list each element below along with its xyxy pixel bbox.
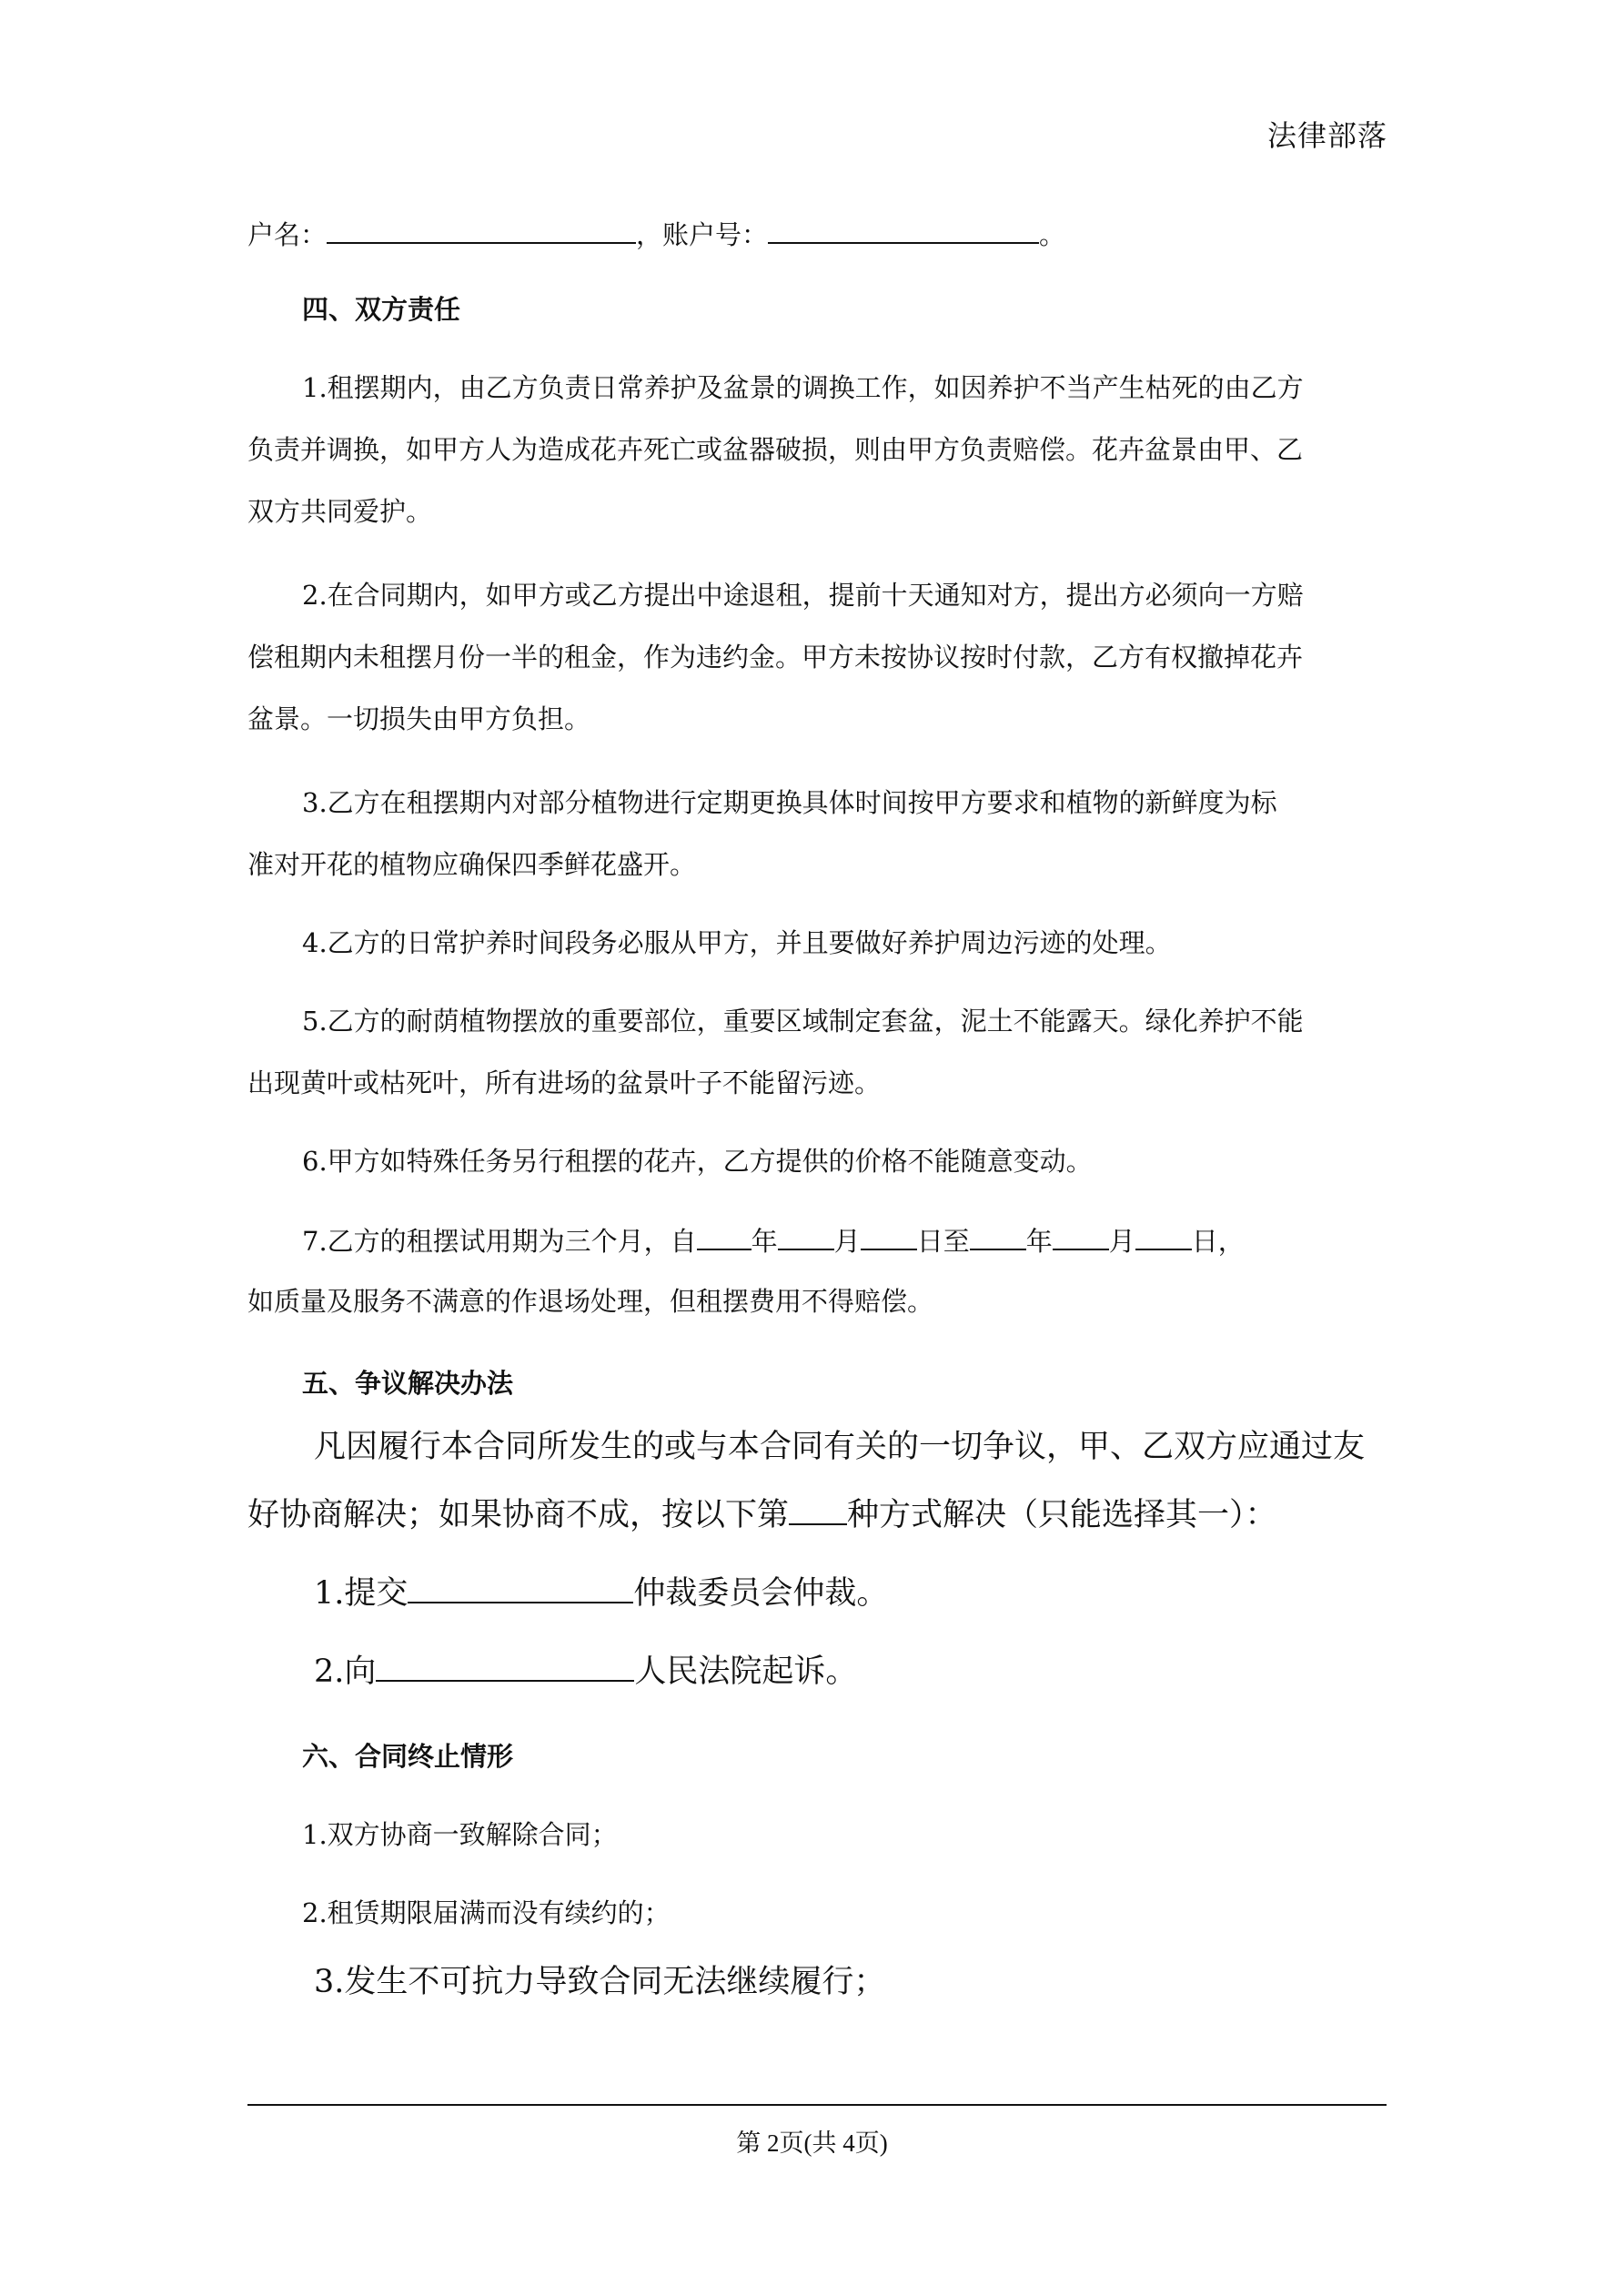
s4-p6: 6.甲方如特殊任务另行租摆的花卉，乙方提供的价格不能随意变动。 [302, 1146, 1093, 1177]
account-name-label: 户名： [247, 219, 328, 250]
s4-p5-line1: 5.乙方的耐荫植物摆放的重要部位，重要区域制定套盆，泥土不能露天。绿化养护不能 [302, 1006, 1304, 1037]
s4-p4: 4.乙方的日常护养时间段务必服从甲方，并且要做好养护周边污迹的处理。 [302, 927, 1172, 958]
s4-p1-line3: 双方共同爱护。 [247, 496, 433, 527]
account-number-blank [768, 215, 1039, 244]
s4-p7-line2: 如质量及服务不满意的作退场处理，但租摆费用不得赔偿。 [247, 1286, 934, 1317]
page-number: 第 2页(共 4页) [736, 2129, 888, 2157]
end-year-blank [970, 1221, 1026, 1250]
start-month-blank [778, 1221, 834, 1250]
section-4-title: 四、双方责任 [302, 294, 461, 325]
end-month-blank [1053, 1221, 1109, 1250]
s4-p2-line3: 盆景。一切损失由甲方负担。 [247, 703, 591, 734]
s6-item-1: 1.双方协商一致解除合同； [302, 1819, 618, 1850]
method-choice-blank [789, 1496, 847, 1525]
section-6-title: 六、合同终止情形 [302, 1741, 514, 1772]
s6-item-3: 3.发生不可抗力导致合同无法继续履行； [314, 1964, 886, 2000]
option-1-prefix: 1.提交 [314, 1575, 409, 1612]
p7-prefix: 7.乙方的租摆试用期为三个月，自 [302, 1226, 697, 1257]
footer-divider [247, 2104, 1387, 2106]
s4-p2-line2: 偿租期内未租摆月份一半的租金，作为违约金。甲方未按协议按时付款，乙方有权撤掉花卉 [247, 642, 1304, 673]
account-line-end: 。 [1039, 219, 1066, 250]
header-brand: 法律部落 [1266, 118, 1387, 153]
s5-line2-a: 好协商解决；如果协商不成，按以下第 [247, 1497, 790, 1533]
s4-p3-line1: 3.乙方在租摆期内对部分植物进行定期更换具体时间按甲方要求和植物的新鲜度为标 [302, 787, 1277, 818]
option-2-prefix: 2.向 [314, 1654, 377, 1690]
s4-p7-line1 [302, 1221, 1385, 1259]
p7-year-label-2: 年 [1025, 1226, 1053, 1257]
p7-month-label: 月 [833, 1226, 861, 1257]
p7-day-to-label: 日至 [916, 1226, 970, 1257]
s5-line2 [247, 1496, 1385, 1533]
account-number-label: ，账户号： [636, 219, 769, 250]
p7-day-end-label: 日， [1191, 1226, 1245, 1257]
section-5-title: 五、争议解决办法 [302, 1368, 514, 1399]
p7-year-label: 年 [751, 1226, 778, 1257]
s5-line1: 凡因履行本合同所发生的或与本合同有关的一切争议，甲、乙双方应通过友 [314, 1429, 1366, 1465]
start-year-blank [697, 1221, 751, 1250]
option-1-suffix: 仲裁委员会仲裁。 [633, 1575, 889, 1612]
s4-p2-line1: 2.在合同期内，如甲方或乙方提出中途退租，提前十天通知对方，提出方必须向一方赔 [302, 580, 1304, 611]
option-2-suffix: 人民法院起诉。 [634, 1654, 858, 1690]
start-day-blank [861, 1221, 917, 1250]
s5-option-2 [314, 1653, 1451, 1690]
arbitration-committee-blank [408, 1574, 633, 1603]
end-day-blank [1135, 1221, 1192, 1250]
s4-p1-line2: 负责并调换，如甲方人为造成花卉死亡或盆器破损，则由甲方负责赔偿。花卉盆景由甲、乙 [247, 434, 1304, 465]
account-line [247, 215, 1385, 253]
s4-p3-line2: 准对开花的植物应确保四季鲜花盛开。 [247, 849, 697, 880]
s5-line2-b: 种方式解决（只能选择其一）： [847, 1497, 1277, 1533]
court-blank [376, 1653, 634, 1682]
p7-month-label-2: 月 [1108, 1226, 1135, 1257]
s4-p1-line1: 1.租摆期内，由乙方负责日常养护及盆景的调换工作，如因养护不当产生枯死的由乙方 [302, 372, 1304, 403]
s6-item-2: 2.租赁期限届满而没有续约的； [302, 1897, 671, 1928]
account-name-blank [327, 215, 636, 244]
s5-option-1 [314, 1574, 1451, 1612]
s4-p5-line2: 出现黄叶或枯死叶，所有进场的盆景叶子不能留污迹。 [247, 1067, 882, 1098]
